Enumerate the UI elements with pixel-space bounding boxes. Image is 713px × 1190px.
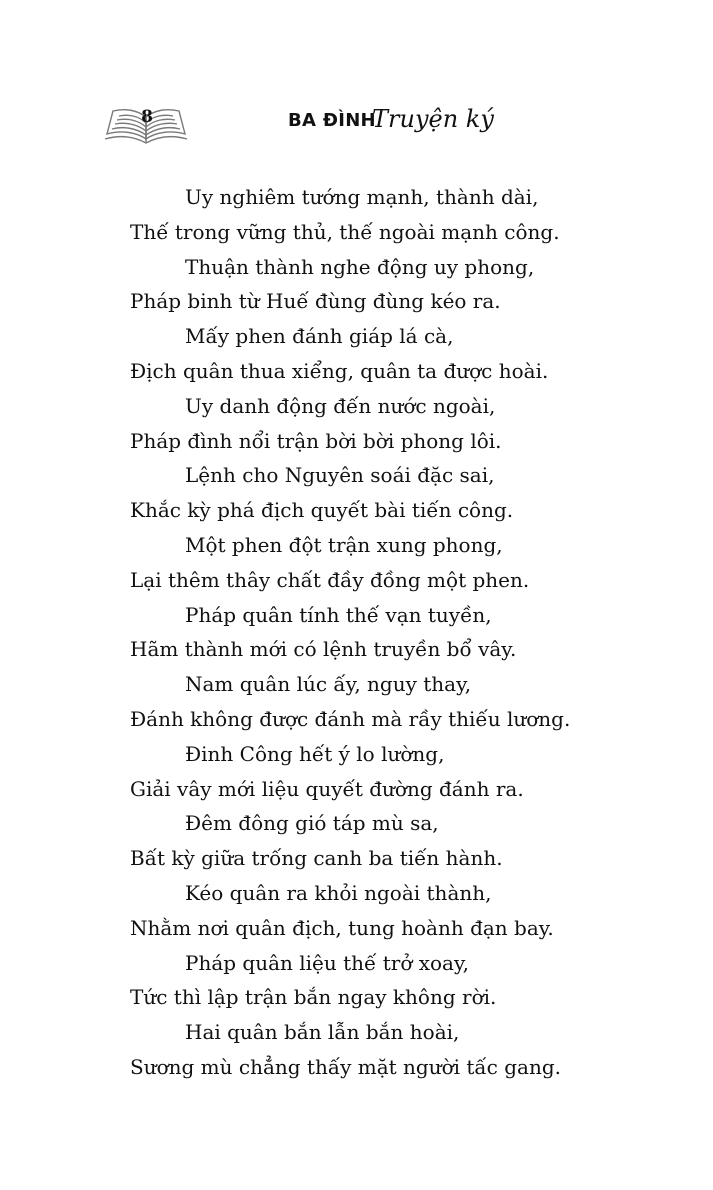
running-header <box>0 95 713 155</box>
verse-line: Uy danh động đến nước ngoài, <box>185 393 496 418</box>
verse-line: Nam quân lúc ấy, nguy thay, <box>185 672 472 697</box>
verse-line: Lệnh cho Nguyên soái đặc sai, <box>185 463 495 488</box>
verse-line: Hãm thành mới có lệnh truyền bổ vây. <box>130 637 517 662</box>
verse-line: Tức thì lập trận bắn ngay không rời. <box>130 985 497 1010</box>
poem <box>130 180 690 1085</box>
verse-line: Thuận thành nghe động uy phong, <box>185 254 535 279</box>
page-number: 8 <box>141 107 153 127</box>
verse-line: Một phen đột trận xung phong, <box>185 532 503 557</box>
verse-line: Pháp quân liệu thế trở xoay, <box>185 950 469 975</box>
verse-line: Pháp quân tính thế vạn tuyền, <box>185 602 492 627</box>
header-title: BA ĐÌNH <box>288 110 376 131</box>
verse-line: Kéo quân ra khỏi ngoài thành, <box>185 880 492 905</box>
verse-line: Pháp binh từ Huế đùng đùng kéo ra. <box>130 289 501 314</box>
verse-line: Thế trong vững thủ, thế ngoài mạnh công. <box>130 219 560 244</box>
verse-line: Khắc kỳ phá địch quyết bài tiến công. <box>130 498 514 523</box>
verse-line: Sương mù chẳng thấy mặt người tấc gang. <box>130 1054 562 1079</box>
header-subtitle: Truyện ký <box>372 105 494 133</box>
verse-line: Uy nghiêm tướng mạnh, thành dài, <box>185 185 539 209</box>
verse-line: Giải vây mới liệu quyết đường đánh ra. <box>130 776 524 801</box>
verse-line: Lại thêm thây chất đầy đồng một phen. <box>130 567 530 592</box>
verse-line: Nhằm nơi quân địch, tung hoành đạn bay. <box>130 915 554 940</box>
verse-line: Đánh không được đánh mà rầy thiếu lương. <box>130 706 571 731</box>
verse-line: Bất kỳ giữa trống canh ba tiến hành. <box>130 846 503 871</box>
verse-line: Hai quân bắn lẫn bắn hoài, <box>185 1020 460 1045</box>
verse-line: Pháp đình nổi trận bời bời phong lôi. <box>130 428 502 453</box>
verse-line: Mấy phen đánh giáp lá cà, <box>185 324 454 349</box>
verse-line: Đinh Công hết ý lo lường, <box>185 741 445 766</box>
verse-line: Đêm đông gió táp mù sa, <box>185 811 439 836</box>
verse-line: Địch quân thua xiểng, quân ta được hoài. <box>130 358 549 383</box>
